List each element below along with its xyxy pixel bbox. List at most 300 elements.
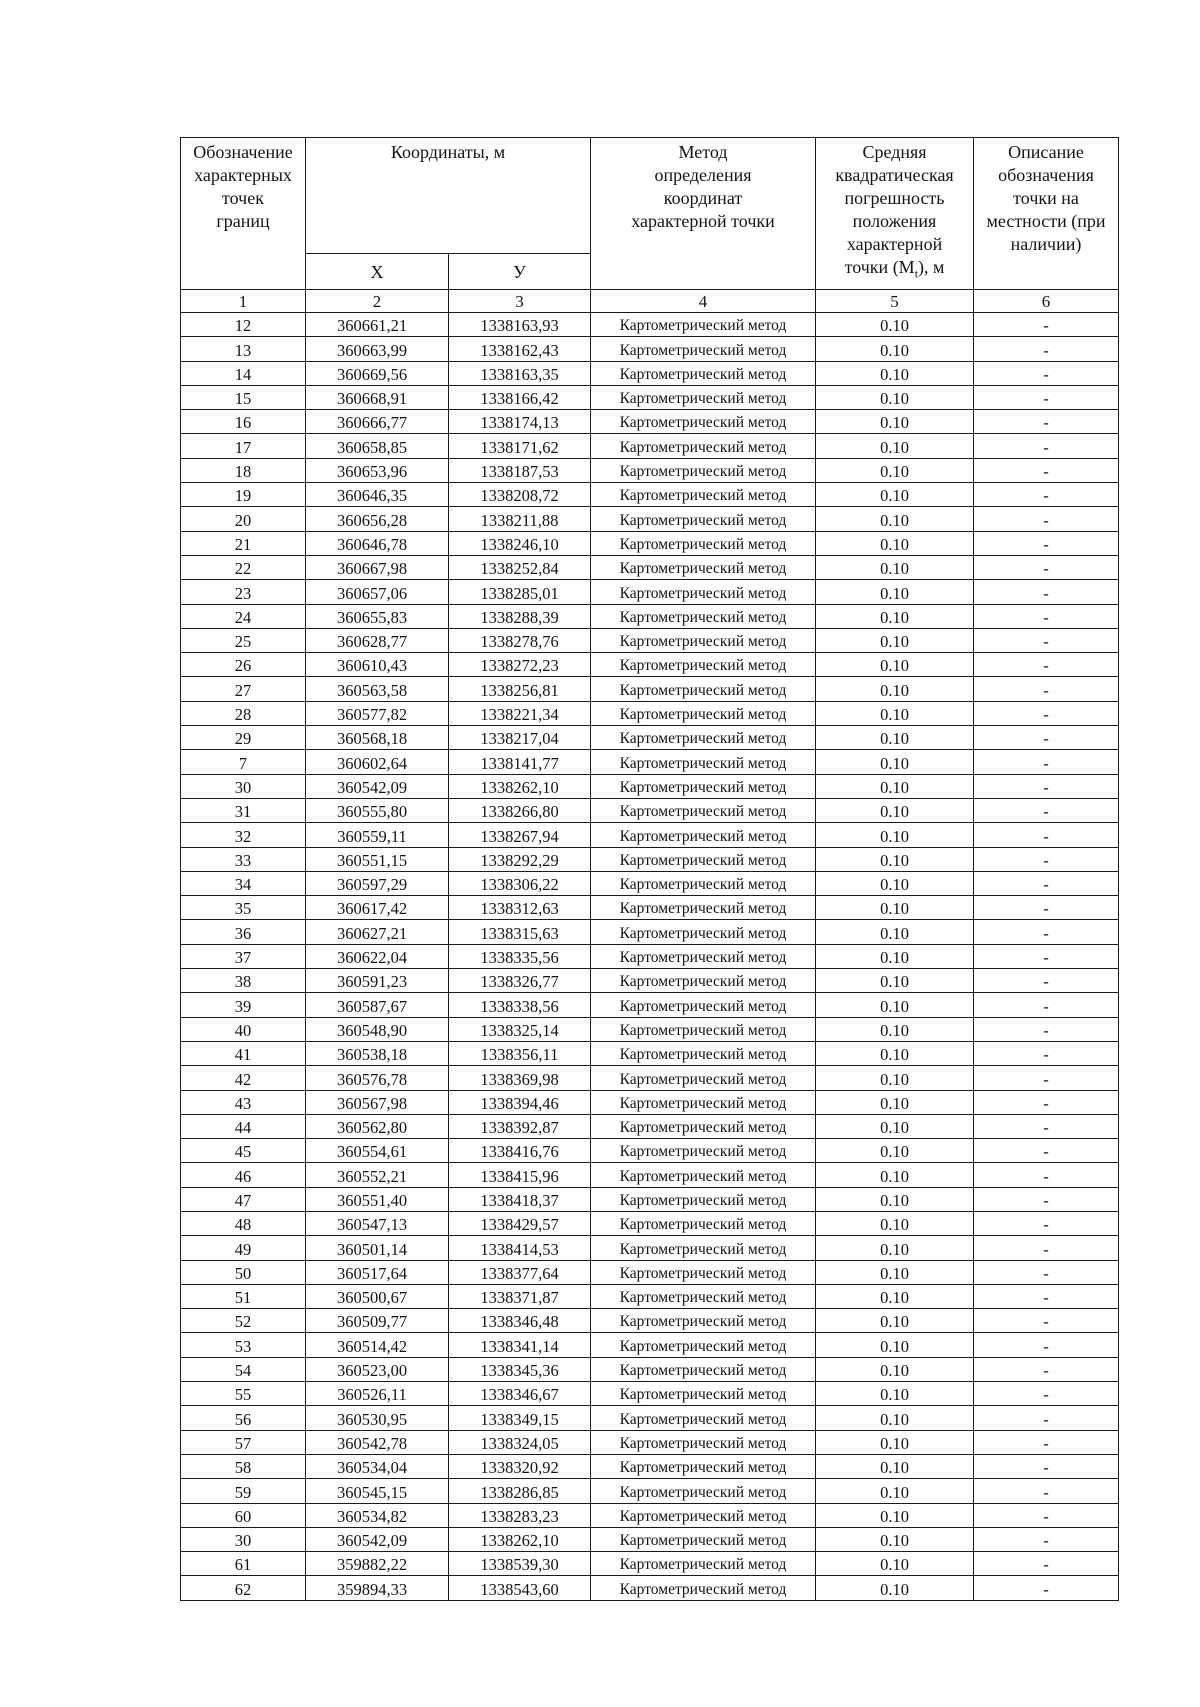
error-cell: 0.10 <box>816 1503 974 1527</box>
error-cell: 0.10 <box>816 1527 974 1551</box>
method-cell: Картометрический метод <box>591 483 816 507</box>
table-row <box>181 726 1119 750</box>
method-cell: Картометрический метод <box>591 1139 816 1163</box>
point-number-cell: 44 <box>181 1114 306 1138</box>
x-coordinate-cell: 360523,00 <box>306 1357 449 1381</box>
table-row <box>181 701 1119 725</box>
table-row <box>181 313 1119 337</box>
table-row <box>181 1479 1119 1503</box>
y-coordinate-cell: 1338377,64 <box>449 1260 591 1284</box>
x-coordinate-cell: 360554,61 <box>306 1139 449 1163</box>
y-coordinate-cell: 1338371,87 <box>449 1284 591 1308</box>
description-cell: - <box>974 750 1119 774</box>
method-cell: Картометрический метод <box>591 1187 816 1211</box>
x-coordinate-cell: 360548,90 <box>306 1017 449 1041</box>
x-coordinate-cell: 360551,40 <box>306 1187 449 1211</box>
table-row <box>181 1260 1119 1284</box>
error-cell: 0.10 <box>816 1066 974 1090</box>
header-line: точек <box>222 188 264 208</box>
method-cell: Картометрический метод <box>591 726 816 750</box>
x-coordinate-cell: 360542,09 <box>306 774 449 798</box>
y-coordinate-cell: 1338163,35 <box>449 361 591 385</box>
header-line: местности (при <box>986 211 1106 231</box>
y-coordinate-cell: 1338346,48 <box>449 1309 591 1333</box>
error-cell: 0.10 <box>816 1163 974 1187</box>
description-cell: - <box>974 1309 1119 1333</box>
y-coordinate-cell: 1338326,77 <box>449 969 591 993</box>
description-cell: - <box>974 969 1119 993</box>
point-number-cell: 35 <box>181 896 306 920</box>
table-row <box>181 1576 1119 1600</box>
error-cell: 0.10 <box>816 1430 974 1454</box>
description-cell: - <box>974 434 1119 458</box>
method-cell: Картометрический метод <box>591 628 816 652</box>
header-line: точки на <box>1013 188 1079 208</box>
y-coordinate-cell: 1338211,88 <box>449 507 591 531</box>
y-coordinate-cell: 1338162,43 <box>449 337 591 361</box>
method-cell: Картометрический метод <box>591 969 816 993</box>
y-coordinate-cell: 1338283,23 <box>449 1503 591 1527</box>
column-number: 4 <box>591 290 816 313</box>
y-coordinate-cell: 1338278,76 <box>449 628 591 652</box>
y-coordinate-cell: 1338221,34 <box>449 701 591 725</box>
x-coordinate-cell: 360658,85 <box>306 434 449 458</box>
y-coordinate-cell: 1338306,22 <box>449 871 591 895</box>
point-number-cell: 56 <box>181 1406 306 1430</box>
x-coordinate-cell: 360597,29 <box>306 871 449 895</box>
method-cell: Картометрический метод <box>591 944 816 968</box>
table-row <box>181 604 1119 628</box>
point-number-cell: 38 <box>181 969 306 993</box>
point-number-cell: 58 <box>181 1454 306 1478</box>
column-number: 5 <box>816 290 974 313</box>
method-cell: Картометрический метод <box>591 750 816 774</box>
y-coordinate-cell: 1338267,94 <box>449 823 591 847</box>
subscript-text: t <box>914 266 919 281</box>
table-row <box>181 458 1119 482</box>
header-line: Обозначение <box>193 142 293 162</box>
point-number-cell: 14 <box>181 361 306 385</box>
method-cell: Картометрический метод <box>591 1576 816 1600</box>
description-cell: - <box>974 1236 1119 1260</box>
header-line: наличии) <box>1010 234 1082 254</box>
description-cell: - <box>974 507 1119 531</box>
x-coordinate-cell: 360602,64 <box>306 750 449 774</box>
header-designation <box>181 138 306 290</box>
point-number-cell: 62 <box>181 1576 306 1600</box>
method-cell: Картометрический метод <box>591 896 816 920</box>
header-line: Координаты, м <box>390 142 506 162</box>
method-cell: Картометрический метод <box>591 1406 816 1430</box>
method-cell: Картометрический метод <box>591 1454 816 1478</box>
error-cell: 0.10 <box>816 1211 974 1235</box>
point-number-cell: 30 <box>181 774 306 798</box>
method-cell: Картометрический метод <box>591 701 816 725</box>
column-number: 1 <box>181 290 306 313</box>
table-row <box>181 1187 1119 1211</box>
x-coordinate-cell: 360562,80 <box>306 1114 449 1138</box>
y-coordinate-cell: 1338141,77 <box>449 750 591 774</box>
x-coordinate-cell: 360568,18 <box>306 726 449 750</box>
error-cell: 0.10 <box>816 847 974 871</box>
method-cell: Картометрический метод <box>591 1017 816 1041</box>
table-row <box>181 483 1119 507</box>
table-row <box>181 871 1119 895</box>
table-row <box>181 1090 1119 1114</box>
description-cell: - <box>974 653 1119 677</box>
table-body <box>181 313 1119 1601</box>
point-number-cell: 37 <box>181 944 306 968</box>
error-cell: 0.10 <box>816 555 974 579</box>
header-text: точки (M <box>844 257 915 277</box>
point-number-cell: 18 <box>181 458 306 482</box>
y-coordinate-cell: 1338217,04 <box>449 726 591 750</box>
table-row <box>181 847 1119 871</box>
error-cell: 0.10 <box>816 434 974 458</box>
method-cell: Картометрический метод <box>591 1163 816 1187</box>
point-number-cell: 41 <box>181 1041 306 1065</box>
header-line <box>816 256 973 279</box>
table-row <box>181 920 1119 944</box>
description-cell: - <box>974 1333 1119 1357</box>
method-cell: Картометрический метод <box>591 1382 816 1406</box>
y-coordinate-cell: 1338266,80 <box>449 798 591 822</box>
x-coordinate-cell: 360563,58 <box>306 677 449 701</box>
method-cell: Картометрический метод <box>591 385 816 409</box>
x-coordinate-cell: 360577,82 <box>306 701 449 725</box>
description-cell: - <box>974 774 1119 798</box>
description-cell: - <box>974 798 1119 822</box>
point-number-cell: 30 <box>181 1527 306 1551</box>
point-number-cell: 28 <box>181 701 306 725</box>
header-coordinates <box>306 138 591 254</box>
description-cell: - <box>974 823 1119 847</box>
point-number-cell: 53 <box>181 1333 306 1357</box>
table-row <box>181 1114 1119 1138</box>
x-coordinate-cell: 360653,96 <box>306 458 449 482</box>
point-number-cell: 60 <box>181 1503 306 1527</box>
method-cell: Картометрический метод <box>591 1114 816 1138</box>
point-number-cell: 50 <box>181 1260 306 1284</box>
point-number-cell: 59 <box>181 1479 306 1503</box>
header-line: положения <box>852 211 937 231</box>
error-cell: 0.10 <box>816 1041 974 1065</box>
x-coordinate-cell: 360567,98 <box>306 1090 449 1114</box>
point-number-cell: 12 <box>181 313 306 337</box>
table-row <box>181 823 1119 847</box>
description-cell: - <box>974 385 1119 409</box>
description-cell: - <box>974 871 1119 895</box>
x-coordinate-cell: 360657,06 <box>306 580 449 604</box>
x-coordinate-cell: 360663,99 <box>306 337 449 361</box>
y-coordinate-cell: 1338394,46 <box>449 1090 591 1114</box>
column-number: 6 <box>974 290 1119 313</box>
point-number-cell: 27 <box>181 677 306 701</box>
method-cell: Картометрический метод <box>591 677 816 701</box>
method-cell: Картометрический метод <box>591 920 816 944</box>
method-cell: Картометрический метод <box>591 458 816 482</box>
error-cell: 0.10 <box>816 410 974 434</box>
error-cell: 0.10 <box>816 483 974 507</box>
description-cell: - <box>974 1357 1119 1381</box>
description-cell: - <box>974 993 1119 1017</box>
x-coordinate-cell: 360622,04 <box>306 944 449 968</box>
point-number-cell: 42 <box>181 1066 306 1090</box>
description-cell: - <box>974 1211 1119 1235</box>
error-cell: 0.10 <box>816 1260 974 1284</box>
method-cell: Картометрический метод <box>591 798 816 822</box>
y-coordinate-cell: 1338208,72 <box>449 483 591 507</box>
description-cell: - <box>974 1114 1119 1138</box>
header-line: определения <box>654 165 752 185</box>
error-cell: 0.10 <box>816 361 974 385</box>
error-cell: 0.10 <box>816 385 974 409</box>
error-cell: 0.10 <box>816 1333 974 1357</box>
description-cell: - <box>974 1187 1119 1211</box>
column-number: 3 <box>449 290 591 313</box>
x-coordinate-cell: 360576,78 <box>306 1066 449 1090</box>
table-row <box>181 750 1119 774</box>
error-cell: 0.10 <box>816 944 974 968</box>
x-coordinate-cell: 359882,22 <box>306 1552 449 1576</box>
description-cell: - <box>974 1284 1119 1308</box>
point-number-cell: 46 <box>181 1163 306 1187</box>
point-number-cell: 34 <box>181 871 306 895</box>
error-cell: 0.10 <box>816 458 974 482</box>
point-number-cell: 23 <box>181 580 306 604</box>
y-coordinate-cell: 1338543,60 <box>449 1576 591 1600</box>
method-cell: Картометрический метод <box>591 555 816 579</box>
error-cell: 0.10 <box>816 896 974 920</box>
table-row <box>181 555 1119 579</box>
description-cell: - <box>974 847 1119 871</box>
method-cell: Картометрический метод <box>591 507 816 531</box>
description-cell: - <box>974 1576 1119 1600</box>
error-cell: 0.10 <box>816 313 974 337</box>
table-row <box>181 507 1119 531</box>
x-coordinate-cell: 360551,15 <box>306 847 449 871</box>
y-coordinate-cell: 1338356,11 <box>449 1041 591 1065</box>
x-coordinate-cell: 360501,14 <box>306 1236 449 1260</box>
error-cell: 0.10 <box>816 993 974 1017</box>
y-coordinate-cell: 1338166,42 <box>449 385 591 409</box>
table-row <box>181 1041 1119 1065</box>
description-cell: - <box>974 1527 1119 1551</box>
error-cell: 0.10 <box>816 1309 974 1333</box>
y-coordinate-cell: 1338416,76 <box>449 1139 591 1163</box>
description-cell: - <box>974 920 1119 944</box>
error-cell: 0.10 <box>816 798 974 822</box>
y-coordinate-cell: 1338429,57 <box>449 1211 591 1235</box>
method-cell: Картометрический метод <box>591 434 816 458</box>
table-row <box>181 1309 1119 1333</box>
x-coordinate-cell: 360530,95 <box>306 1406 449 1430</box>
x-coordinate-cell: 360655,83 <box>306 604 449 628</box>
description-cell: - <box>974 1090 1119 1114</box>
header-row <box>181 138 1119 254</box>
x-coordinate-cell: 360646,35 <box>306 483 449 507</box>
y-coordinate-cell: 1338392,87 <box>449 1114 591 1138</box>
y-coordinate-cell: 1338256,81 <box>449 677 591 701</box>
table-row <box>181 969 1119 993</box>
header-text: ), м <box>918 257 945 277</box>
y-coordinate-cell: 1338262,10 <box>449 1527 591 1551</box>
header-line: характерной точки <box>631 211 775 231</box>
y-coordinate-cell: 1338285,01 <box>449 580 591 604</box>
x-coordinate-cell: 360542,78 <box>306 1430 449 1454</box>
error-cell: 0.10 <box>816 507 974 531</box>
y-coordinate-cell: 1338246,10 <box>449 531 591 555</box>
y-coordinate-cell: 1338187,53 <box>449 458 591 482</box>
table-row <box>181 1211 1119 1235</box>
table-row <box>181 434 1119 458</box>
method-cell: Картометрический метод <box>591 1333 816 1357</box>
header-line: погрешность <box>844 188 945 208</box>
y-coordinate-cell: 1338174,13 <box>449 410 591 434</box>
point-number-cell: 48 <box>181 1211 306 1235</box>
point-number-cell: 57 <box>181 1430 306 1454</box>
error-cell: 0.10 <box>816 604 974 628</box>
table-row <box>181 1284 1119 1308</box>
x-coordinate-cell: 360628,77 <box>306 628 449 652</box>
description-cell: - <box>974 1066 1119 1090</box>
error-cell: 0.10 <box>816 774 974 798</box>
description-cell: - <box>974 1017 1119 1041</box>
method-cell: Картометрический метод <box>591 823 816 847</box>
point-number-cell: 47 <box>181 1187 306 1211</box>
error-cell: 0.10 <box>816 677 974 701</box>
description-cell: - <box>974 1260 1119 1284</box>
method-cell: Картометрический метод <box>591 1503 816 1527</box>
error-cell: 0.10 <box>816 1357 974 1381</box>
description-cell: - <box>974 313 1119 337</box>
method-cell: Картометрический метод <box>591 531 816 555</box>
table-row <box>181 993 1119 1017</box>
y-coordinate-cell: 1338272,23 <box>449 653 591 677</box>
table-row <box>181 1017 1119 1041</box>
error-cell: 0.10 <box>816 871 974 895</box>
header-line: характерной <box>846 234 943 254</box>
x-coordinate-cell: 360559,11 <box>306 823 449 847</box>
y-coordinate-cell: 1338288,39 <box>449 604 591 628</box>
boundary-points-table <box>180 137 1119 1601</box>
error-cell: 0.10 <box>816 1139 974 1163</box>
point-number-cell: 51 <box>181 1284 306 1308</box>
y-coordinate-cell: 1338414,53 <box>449 1236 591 1260</box>
point-number-cell: 16 <box>181 410 306 434</box>
y-coordinate-cell: 1338315,63 <box>449 920 591 944</box>
point-number-cell: 39 <box>181 993 306 1017</box>
method-cell: Картометрический метод <box>591 1211 816 1235</box>
error-cell: 0.10 <box>816 1236 974 1260</box>
point-number-cell: 24 <box>181 604 306 628</box>
header-line: Описание <box>1008 142 1084 162</box>
method-cell: Картометрический метод <box>591 337 816 361</box>
point-number-cell: 15 <box>181 385 306 409</box>
description-cell: - <box>974 896 1119 920</box>
point-number-cell: 40 <box>181 1017 306 1041</box>
table-row <box>181 1406 1119 1430</box>
header-line: Средняя <box>862 142 927 162</box>
y-coordinate-cell: 1338346,67 <box>449 1382 591 1406</box>
x-coordinate-cell: 360534,04 <box>306 1454 449 1478</box>
y-coordinate-cell: 1338338,56 <box>449 993 591 1017</box>
method-cell: Картометрический метод <box>591 1090 816 1114</box>
x-coordinate-cell: 360591,23 <box>306 969 449 993</box>
point-number-cell: 61 <box>181 1552 306 1576</box>
header-description <box>974 138 1119 290</box>
point-number-cell: 49 <box>181 1236 306 1260</box>
x-coordinate-cell: 360627,21 <box>306 920 449 944</box>
y-coordinate-cell: 1338163,93 <box>449 313 591 337</box>
y-coordinate-cell: 1338171,62 <box>449 434 591 458</box>
table-row <box>181 1552 1119 1576</box>
point-number-cell: 31 <box>181 798 306 822</box>
method-cell: Картометрический метод <box>591 410 816 434</box>
header-line: обозначения <box>998 165 1094 185</box>
description-cell: - <box>974 1406 1119 1430</box>
x-coordinate-cell: 360509,77 <box>306 1309 449 1333</box>
error-cell: 0.10 <box>816 1576 974 1600</box>
error-cell: 0.10 <box>816 969 974 993</box>
description-cell: - <box>974 458 1119 482</box>
error-cell: 0.10 <box>816 1284 974 1308</box>
table-row <box>181 798 1119 822</box>
y-coordinate-cell: 1338349,15 <box>449 1406 591 1430</box>
x-coordinate-cell: 360610,43 <box>306 653 449 677</box>
x-coordinate-cell: 360666,77 <box>306 410 449 434</box>
table-row <box>181 896 1119 920</box>
y-coordinate-cell: 1338341,14 <box>449 1333 591 1357</box>
description-cell: - <box>974 944 1119 968</box>
error-cell: 0.10 <box>816 920 974 944</box>
x-coordinate-cell: 360534,82 <box>306 1503 449 1527</box>
error-cell: 0.10 <box>816 1479 974 1503</box>
table-row <box>181 385 1119 409</box>
error-cell: 0.10 <box>816 1090 974 1114</box>
method-cell: Картометрический метод <box>591 580 816 604</box>
error-cell: 0.10 <box>816 726 974 750</box>
method-cell: Картометрический метод <box>591 1357 816 1381</box>
point-number-cell: 45 <box>181 1139 306 1163</box>
table-row <box>181 1357 1119 1381</box>
header-line: характерных <box>194 165 292 185</box>
x-coordinate-cell: 360538,18 <box>306 1041 449 1065</box>
method-cell: Картометрический метод <box>591 871 816 895</box>
table-row <box>181 1430 1119 1454</box>
method-cell: Картометрический метод <box>591 653 816 677</box>
description-cell: - <box>974 1382 1119 1406</box>
error-cell: 0.10 <box>816 750 974 774</box>
method-cell: Картометрический метод <box>591 1041 816 1065</box>
header-method <box>591 138 816 290</box>
column-number: 2 <box>306 290 449 313</box>
table-row <box>181 774 1119 798</box>
x-coordinate-cell: 360526,11 <box>306 1382 449 1406</box>
description-cell: - <box>974 1552 1119 1576</box>
description-cell: - <box>974 410 1119 434</box>
method-cell: Картометрический метод <box>591 361 816 385</box>
description-cell: - <box>974 628 1119 652</box>
x-coordinate-cell: 360555,80 <box>306 798 449 822</box>
header-y: У <box>449 254 591 290</box>
x-coordinate-cell: 360646,78 <box>306 531 449 555</box>
description-cell: - <box>974 1163 1119 1187</box>
table-row <box>181 1066 1119 1090</box>
point-number-cell: 22 <box>181 555 306 579</box>
description-cell: - <box>974 555 1119 579</box>
x-coordinate-cell: 360587,67 <box>306 993 449 1017</box>
